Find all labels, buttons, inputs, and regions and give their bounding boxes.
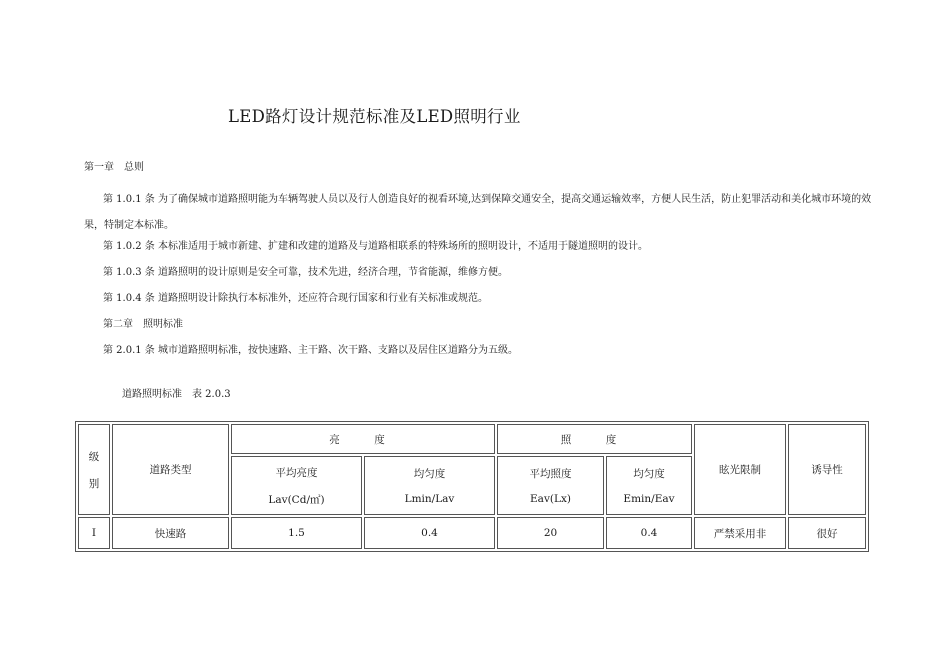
lighting-standard-table [75,421,869,552]
clause-1-0-2: 第 1.0.2 条 本标准适用于城市新建、扩建和改建的道路及与道路相联系的特殊场所的照明设计，不适用于隧道照明的设计。 [103,241,648,252]
clause-1-0-4: 第 1.0.4 条 道路照明设计除执行本标准外，还应符合现行国家和行业有关标准或规范。 [103,293,488,304]
cell-avg-illuminance: 20 [497,517,604,549]
cell-luminance-uniformity: 0.4 [364,517,495,549]
header-level: 级 别 [78,424,110,515]
header-guidance: 诱导性 [788,424,866,515]
clause-1-0-1: 第 1.0.1 条 为了确保城市道路照明能为车辆驾驶人员以及行人创造良好的视看环境,达到保障交通安全，提高交通运输效率，方便人民生活，防止犯罪活动和美化城市环境的效果，特制定本标准。 [84,194,872,231]
cell-glare-limit: 严禁采用非 [694,517,786,549]
cell-guidance: 很好 [788,517,866,549]
header-road-type: 道路类型 [112,424,229,515]
table-row [78,517,866,549]
header-avg-luminance: 平均亮度 Lav(Cd/㎡) [231,456,362,515]
clause-2-0-1: 第 2.0.1 条 城市道路照明标准，按快速路、主干路、次干路、支路以及居住区道路分为五级。 [103,345,518,356]
header-avg-illuminance: 平均照度 Eav(Lx) [497,456,604,515]
chapter-heading-1: 第一章 总则 [84,162,144,173]
header-illuminance-uniformity: 均匀度 Emin/Eav [606,456,692,515]
table-caption: 道路照明标准 表 2.0.3 [122,389,231,400]
header-glare-limit: 眩光限制 [694,424,786,515]
header-luminance-uniformity: 均匀度 Lmin/Lav [364,456,495,515]
chapter-heading-2: 第二章 照明标准 [103,319,183,330]
cell-road-type: 快速路 [112,517,229,549]
cell-avg-luminance: 1.5 [231,517,362,549]
document-title: LED路灯设计规范标准及LED照明行业 [228,107,521,126]
cell-illuminance-uniformity: 0.4 [606,517,692,549]
header-illuminance: 照 度 [497,424,692,454]
cell-level: Ⅰ [78,517,110,549]
clause-1-0-3: 第 1.0.3 条 道路照明的设计原则是安全可靠，技术先进，经济合理，节省能源，维修方便。 [103,267,508,278]
header-luminance: 亮 度 [231,424,495,454]
